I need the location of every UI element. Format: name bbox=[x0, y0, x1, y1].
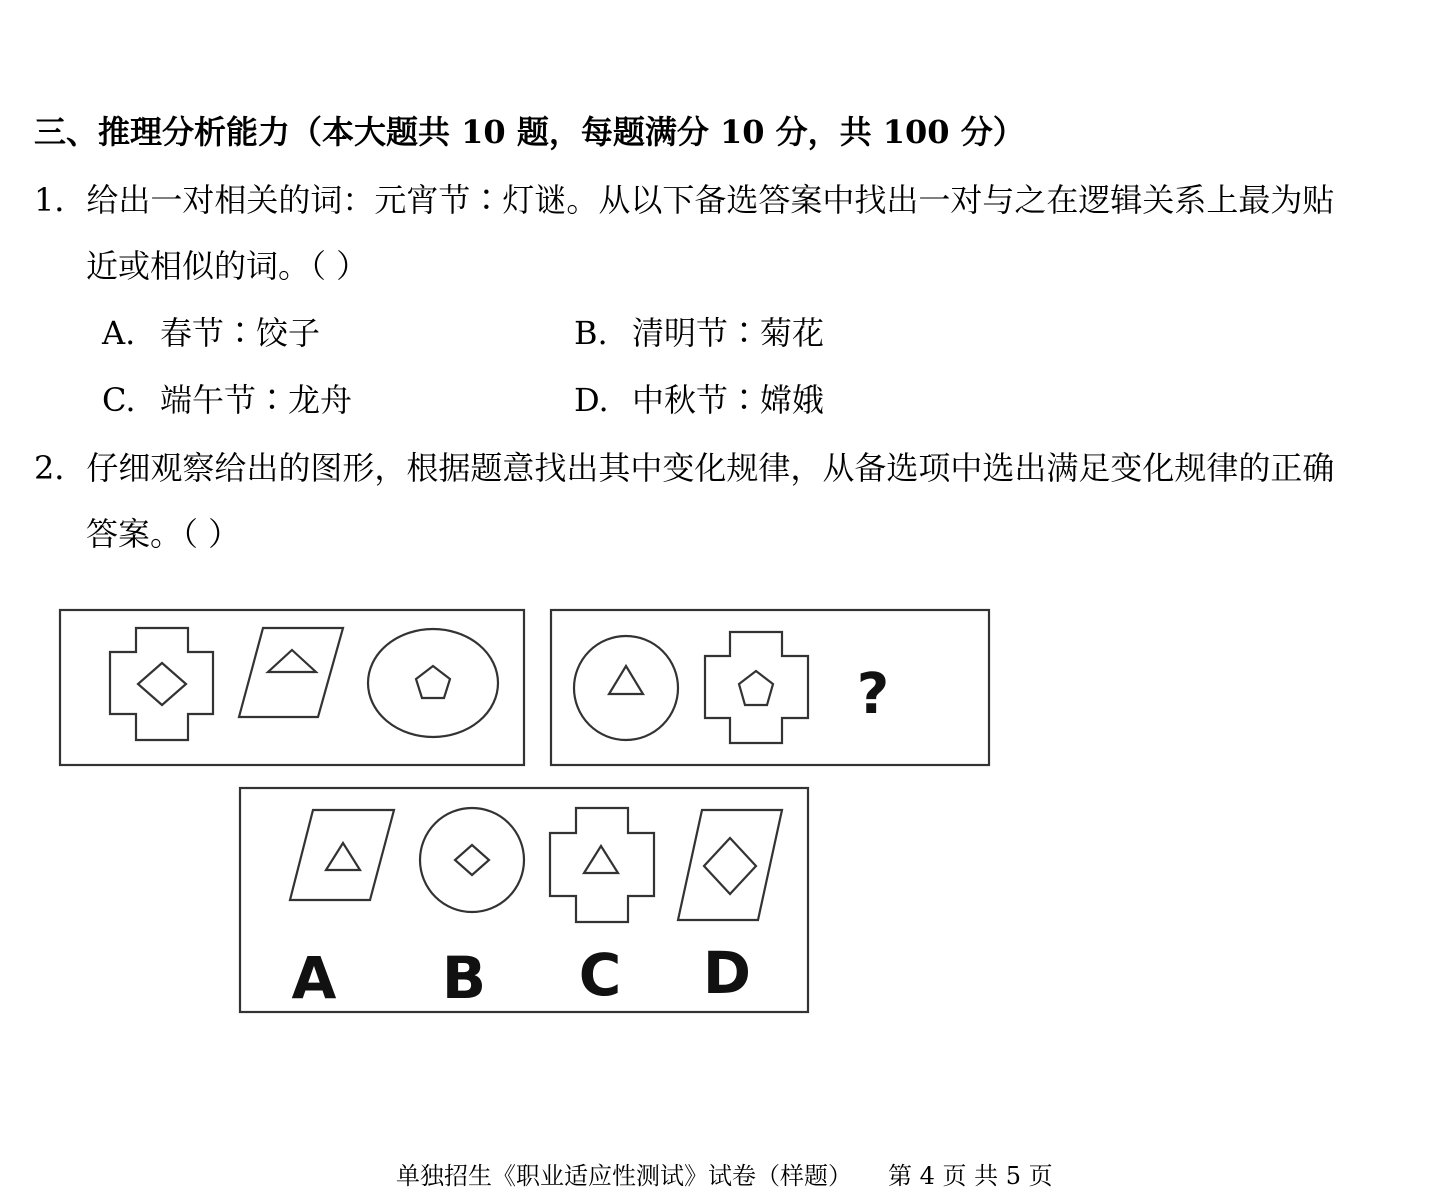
option-letter: B. bbox=[574, 314, 608, 352]
page-footer bbox=[396, 1160, 1053, 1192]
triangle-icon bbox=[609, 666, 643, 694]
pentagon-icon bbox=[739, 671, 773, 705]
choice-d-parallelogram-icon bbox=[678, 810, 782, 920]
question-mark: ? bbox=[856, 662, 890, 727]
footer-exam-title: 单独招生《职业适应性测试》试卷（样题） bbox=[396, 1162, 852, 1190]
choice-label-b: B bbox=[441, 944, 487, 1012]
choice-label-c: C bbox=[578, 941, 622, 1009]
choice-d-diamond-icon bbox=[704, 838, 756, 894]
option-text: 清明节∶菊花 bbox=[632, 314, 825, 352]
question-1-text-line-2: 近或相似的词。（ ） bbox=[86, 247, 369, 285]
choice-b-circle-icon bbox=[420, 808, 524, 912]
option-text: 中秋节∶嫦娥 bbox=[632, 381, 825, 419]
choice-b-diamond-icon bbox=[455, 845, 489, 875]
option-letter: D. bbox=[574, 381, 609, 419]
question-2-text-line-1: 2．仔细观察给出的图形，根据题意找出其中变化规律，从备选项中选出满足变化规律的正确 bbox=[34, 449, 1335, 487]
diamond-icon bbox=[138, 663, 186, 705]
option-letter: C. bbox=[102, 381, 136, 419]
question-1-text-line-1: 1．给出一对相关的词：元宵节∶灯谜。从以下备选答案中找出一对与之在逻辑关系上最为贴 bbox=[34, 181, 1335, 219]
option-letter: A. bbox=[102, 314, 136, 352]
choice-label-a: A bbox=[291, 944, 337, 1012]
option-text: 春节∶饺子 bbox=[160, 314, 321, 352]
option-text: 端午节∶龙舟 bbox=[160, 381, 353, 419]
question-2-text-line-2: 答案。（ ） bbox=[86, 515, 241, 553]
sequence-box-1 bbox=[60, 610, 524, 765]
pentagon-icon bbox=[416, 666, 450, 698]
sequence-box-2 bbox=[551, 610, 989, 765]
choice-c-cross-shape-icon bbox=[550, 808, 654, 922]
choice-c-triangle-icon bbox=[584, 846, 618, 873]
footer-page-number: 第 4 页 共 5 页 bbox=[888, 1162, 1053, 1190]
cross-shape-icon bbox=[705, 632, 808, 743]
triangle-icon bbox=[268, 650, 316, 672]
choice-a-triangle-icon bbox=[326, 843, 360, 870]
circle-icon bbox=[574, 636, 678, 740]
choice-a-parallelogram-icon bbox=[290, 810, 394, 900]
cross-shape-icon bbox=[110, 628, 213, 740]
choice-label-d: D bbox=[702, 939, 752, 1007]
section-title: 三、推理分析能力（本大题共 10 题，每题满分 10 分，共 100 分） bbox=[34, 113, 1025, 151]
ellipse-icon bbox=[368, 629, 498, 737]
